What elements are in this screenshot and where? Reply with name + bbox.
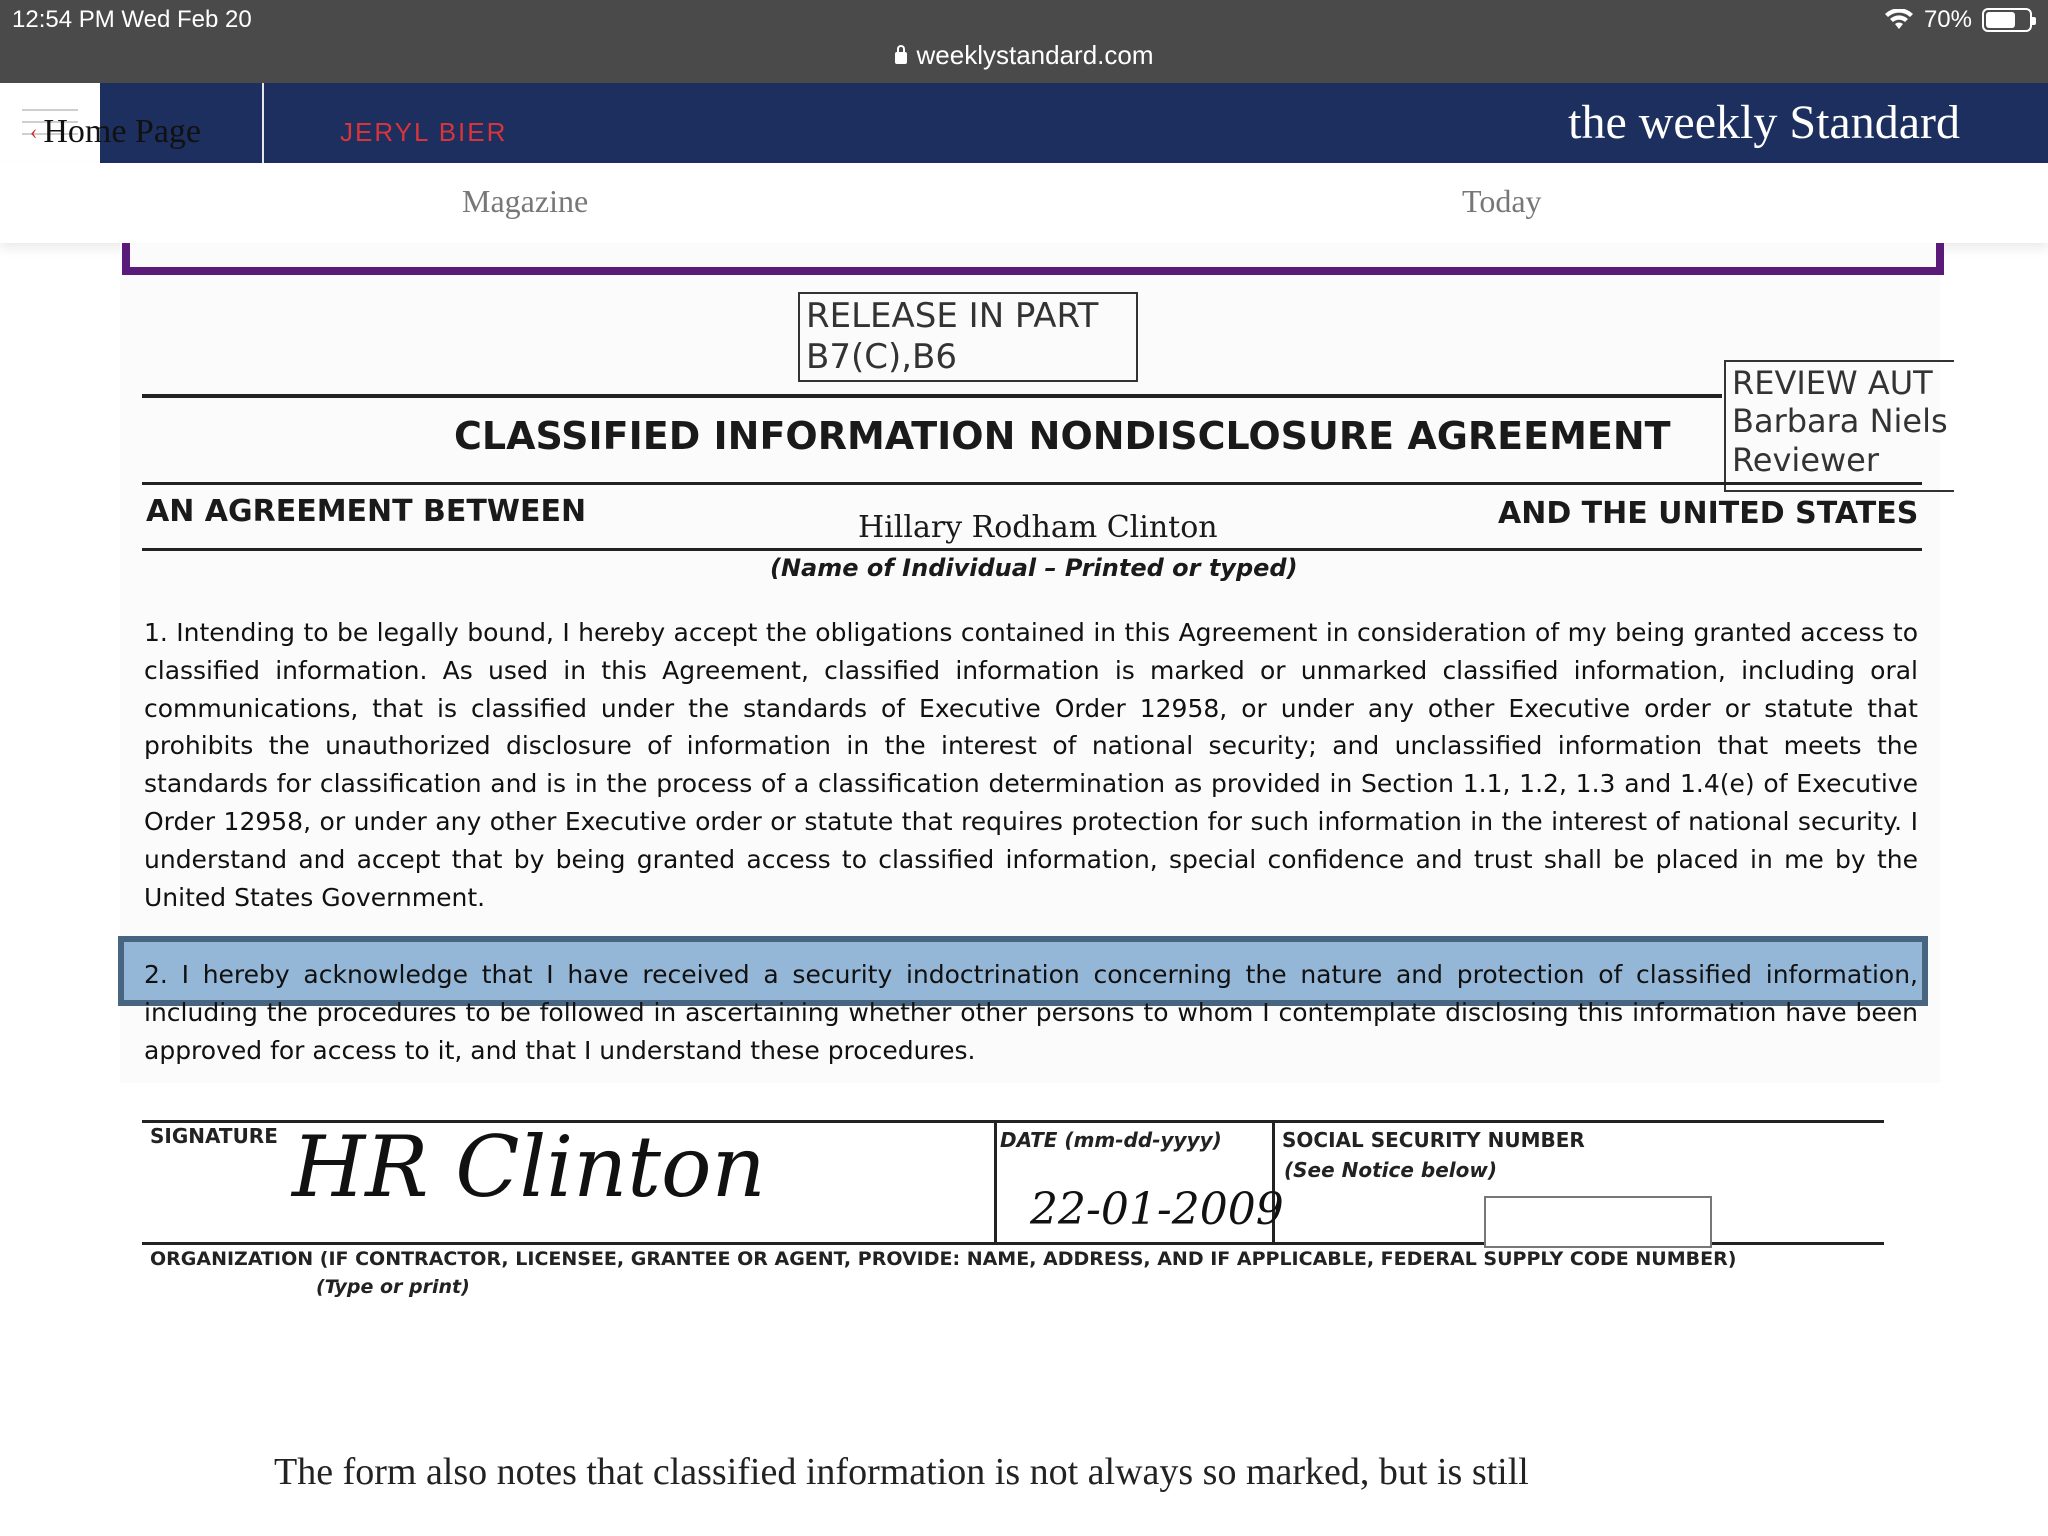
document-title: CLASSIFIED INFORMATION NONDISCLOSURE AGREEMENT (454, 414, 1671, 458)
status-right (1884, 6, 2032, 34)
paragraph-1: 1. Intending to be legally bound, I hereby accept the obligations contained in this Agreement in consideration of my being granted access to classified information. As used in this Agreement, classified information is marked or unmarked classified information, including oral communications, that is classified under the standards of Executive Order 12958, or under any other Executive order or statute that prohibits the unauthorized disclosure of information in the interest of national security; and unclassified information that meets the standards for classification and is in the process of a classification determination as provided in Section 1.1, 1.2, 1.3 and 1.4(e) of Executive Order 12958, or under any other Executive order or statute that requires protection for such information in the interest of national security. I understand and accept that by being granted access to classified information, special confidence and trust shall be placed in me by the United States Government. (144, 618, 1918, 912)
rule (142, 548, 1922, 551)
rule (142, 482, 1922, 485)
release-stamp (798, 292, 1138, 382)
signature-label: SIGNATURE (150, 1124, 278, 1148)
name-caption: (Name of Individual – Printed or typed) (770, 554, 1298, 582)
review-stamp-line: Reviewer (1732, 440, 1880, 479)
signature-image: HR Clinton (292, 1118, 766, 1216)
header-divider (262, 83, 264, 163)
lock-icon (895, 52, 907, 64)
document-frame-edge (122, 243, 1944, 275)
organization-label: ORGANIZATION (IF CONTRACTOR, LICENSEE, GRANTEE OR AGENT, PROVIDE: NAME, ADDRESS, AND IF APPLICABLE, FEDERAL SUPPLY CODE NUMBER) (150, 1248, 1737, 1270)
organization-note: (Type or print) (316, 1276, 470, 1298)
sub-nav (0, 163, 2048, 243)
status-time: 12:54 PM Wed Feb 20 (12, 6, 252, 33)
home-page-label: Home Page (43, 113, 202, 150)
and-united-states: AND THE UNITED STATES (1498, 496, 1919, 531)
paragraph-2: 2. I hereby acknowledge that I have received a security indoctrination concerning the nature and protection of classified information, including the procedures to be followed in ascertaining whether other persons to whom I contemplate disclosing this information have been approved for access to it, and that I understand these procedures. (144, 960, 1918, 1065)
ssn-note: (See Notice below) (1284, 1158, 1498, 1182)
ssn-label: SOCIAL SECURITY NUMBER (1282, 1128, 1585, 1152)
battery-fill (1986, 12, 2015, 28)
date-label: DATE (mm-dd-yyyy) (1000, 1128, 1222, 1152)
author-link[interactable]: JERYL BIER (340, 117, 508, 147)
nav-today[interactable]: Today (1462, 183, 1542, 219)
site-header (0, 83, 2048, 163)
battery-percent: 70% (1923, 6, 1972, 33)
rule (142, 394, 1722, 398)
ssn-box (1484, 1196, 1712, 1248)
address-bar[interactable] (0, 40, 2048, 71)
agreement-between: AN AGREEMENT BETWEEN (146, 494, 587, 529)
rule (994, 1120, 997, 1244)
date-value: 22-01-2009 (1030, 1184, 1284, 1235)
chevron-left-icon: ‹ (30, 119, 38, 144)
url-text: weeklystandard.com (916, 40, 1154, 70)
individual-name: Hillary Rodham Clinton (858, 510, 1218, 545)
article-paragraph: The form also notes that classified information is not always so marked, but is still (274, 1451, 1529, 1493)
status-bar (0, 0, 2048, 83)
review-stamp-line: REVIEW AUT (1732, 364, 1933, 402)
battery-icon (1982, 8, 2032, 32)
review-stamp-line: Barbara Niels (1732, 402, 1948, 441)
release-stamp-line: B7(C),B6 (806, 336, 957, 377)
release-stamp-line: RELEASE IN PART (806, 296, 1099, 336)
nav-magazine[interactable]: Magazine (462, 183, 589, 219)
site-logo[interactable]: the weekly Standard (1568, 96, 1960, 149)
wifi-icon (1884, 9, 1914, 31)
review-stamp (1724, 360, 1954, 492)
home-page-link[interactable] (30, 113, 201, 151)
